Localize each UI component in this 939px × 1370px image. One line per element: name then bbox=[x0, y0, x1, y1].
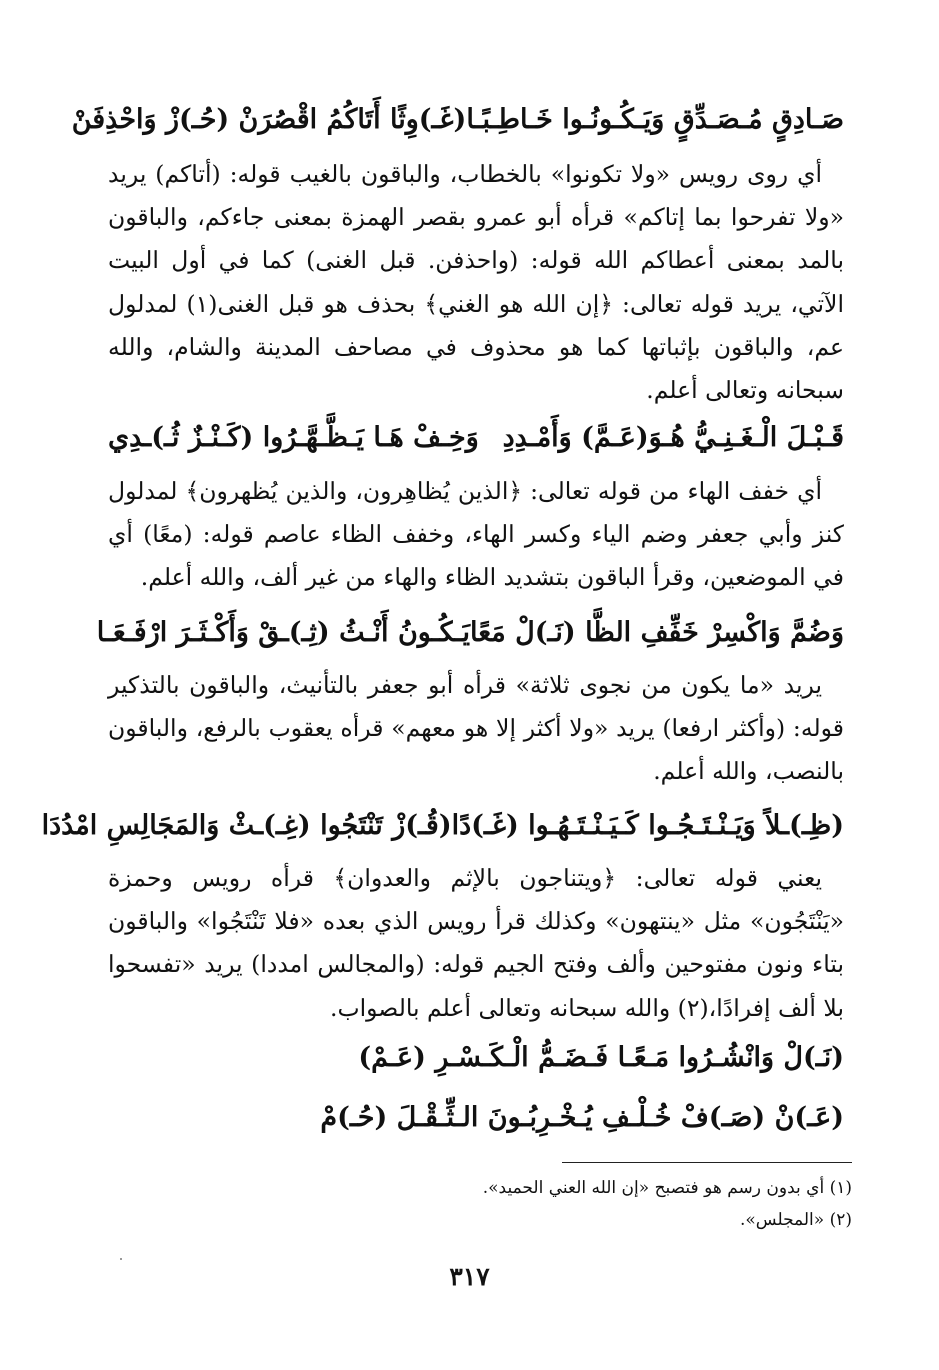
verse-line-2 bbox=[108, 418, 844, 458]
verse-line-6 bbox=[108, 1098, 844, 1138]
page-number: ٣١٧ bbox=[449, 1262, 490, 1291]
verse-6-first-hemistich: (عَـ)نْ (صَـ)فْ خُـلْـفِ يُـخْـرِبُـونَ الـثِّـقْـلَ (حُـ)مْ bbox=[320, 1102, 844, 1133]
verse-4-first-hemistich: (ظِـ)ـلاً وَيَـنْـتَـجُـوا كَـيَـنْـتَـهُـوا (غَـ)دًا bbox=[451, 810, 844, 841]
paragraph-3-text: يريد «ما يكون من نجوى ثلاثة» قرأه أبو جعفر بالتأنيث، والباقون بالتذكير قوله: (وأكثر ارفعا) يريد «ولا أكثر إلا هو معهم» قرأه يعقوب بالرفع، والباقون بالنصب، والله أعلم. bbox=[108, 671, 844, 786]
commentary-paragraph-4 bbox=[108, 857, 844, 1030]
verse-1-second-hemistich: (غَـ)وِثًا أَتَاكُمُ اقْصُرَنْ (حُـ)زْ وَاحْذِفَنْ bbox=[71, 104, 467, 135]
verse-2-first-hemistich: قَـبْـلَ الْـغَـنِـيُّ هُـوَ(عَـمَّ) وَأَمْـدِدِ bbox=[502, 422, 844, 453]
verse-5-first-hemistich: (نَـ)لْ وَانْشُـرُوا مَـعًـا فَـضَـمُّ الْـكَـسْـرِ (عَـمْ) bbox=[358, 1042, 844, 1073]
verse-4-second-hemistich: (قُـ)زْ تَنْتَجُوا (غِـ)ـثْ وَالمَجَالِسِ امْدُدَا bbox=[41, 810, 452, 841]
verse-3-first-hemistich: وَضُمَّ وَاكْسِرْ خَفِّفِ الظَّا (نَـ)لْ مَعًا bbox=[469, 617, 844, 648]
commentary-paragraph-2 bbox=[108, 470, 844, 600]
footnote-1: (١) أي بدون رسم هو فتصبح «إن الله العني الحميد». bbox=[482, 1178, 852, 1198]
footnote-divider bbox=[562, 1162, 852, 1163]
verse-3-second-hemistich: يَـكُـونُ أَنْـثُ (ثِـ)ـقْ وَأَكْـثَـرَ ارْفَـعَـا bbox=[96, 617, 470, 648]
paragraph-1-text: أي روى رويس «ولا تكونوا» بالخطاب، والباقون بالغيب قوله: (أتاكم) يريد «ولا تفرحوا بما إتاكم» قرأه أبو عمرو بقصر الهمزة بمعنى جاءكم، والباقون بالمد بمعنى أعطاكم الله قوله: (واحذفن. قبل الغنى) كما في أول البيت الآتي، يريد قوله تعالى: ﴿إن الله هو الغني﴾ بحذف هو قبل الغنى(١) لمدلول عم، والباقون بإثباتها كما هو محذوف في مصاحف المدينة والشام، والله سبحانه وتعالى أعلم. bbox=[108, 160, 844, 405]
verse-line-4 bbox=[41, 806, 844, 846]
commentary-paragraph-3 bbox=[108, 664, 844, 794]
verse-line-3 bbox=[96, 613, 844, 653]
verse-2-second-hemistich: وَخِـفْ هَـا يَـظَّـهَّـرُوا (كَـنْـزٌ ثُـ)ـدِي bbox=[108, 422, 479, 453]
verse-1-first-hemistich: صَـادِقٍ مُـصَـدِّقٍ وَيَـكُـونُـوا خَـاطِـبًـا bbox=[466, 104, 844, 135]
commentary-paragraph-1 bbox=[108, 153, 844, 412]
verse-line-1 bbox=[71, 100, 844, 140]
verse-line-5 bbox=[108, 1038, 844, 1078]
paragraph-4-text: يعني قوله تعالى: ﴿ويتناجون بالإثم والعدوان﴾ قرأه رويس وحمزة «يَنْتَجُون» مثل «ينتهون» وكذلك قرأ رويس الذي بعده «فلا تَنْتَجُوا» والباقون بتاء ونون مفتوحين وألف وفتح الجيم قوله: (والمجالس امددا) يريد «تفسحوا بلا ألف إفرادًا،(٢) والله سبحانه وتعالى أعلم بالصواب. bbox=[108, 864, 844, 1022]
paragraph-2-text: أي خفف الهاء من قوله تعالى: ﴿الذين يُظاهِرون، والذين يُظهرون﴾ لمدلول كنز وأبي جعفر وضم الياء وكسر الهاء، وخفف الظاء عاصم قوله: (معًا) أي في الموضعين، وقرأ الباقون بتشديد الظاء والهاء من غير ألف، والله أعلم. bbox=[108, 477, 844, 592]
footnote-2: (٢) «المجلس». bbox=[739, 1210, 852, 1230]
scan-speck bbox=[120, 1258, 122, 1260]
